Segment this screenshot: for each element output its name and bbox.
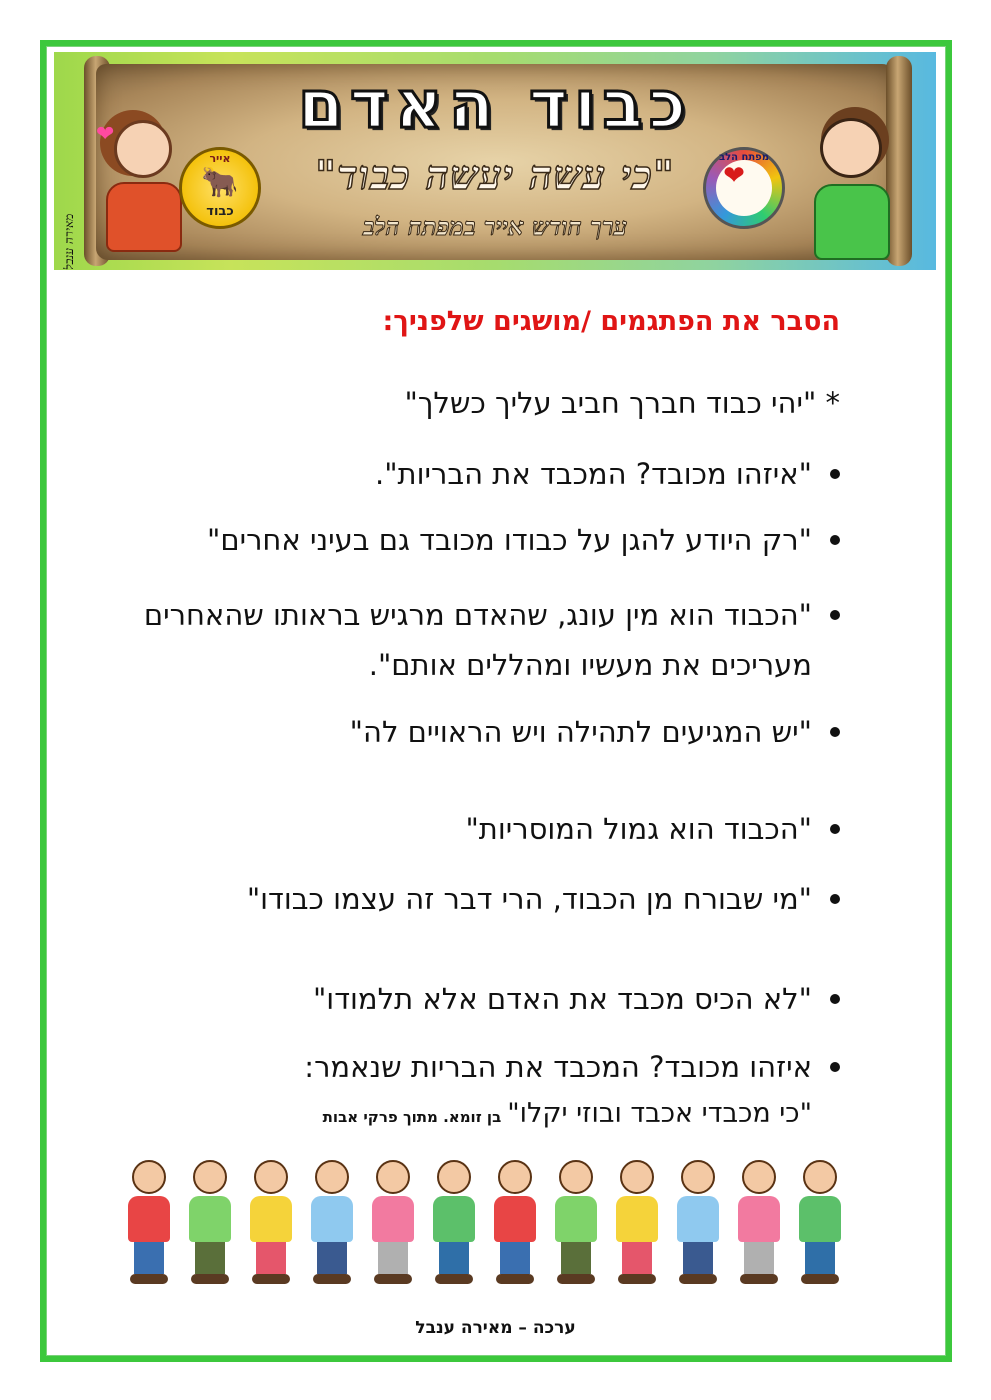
child-figure (547, 1160, 603, 1290)
child-figure (303, 1160, 359, 1290)
list-item (120, 974, 840, 1024)
list-item-text: "הכבוד הוא מין עונג, שהאדם מרגיש בראותו שהאחרים מעריכים את מעשיו ומהללים אותם". (143, 598, 812, 682)
child-figure (608, 1160, 664, 1290)
bullet-icon (830, 535, 840, 545)
child-figure (181, 1160, 237, 1290)
boy-illustration (794, 108, 894, 268)
list-item (120, 449, 840, 499)
banner-caption: ערך חודש אייר במפתח הלב (362, 212, 628, 241)
heart-key-icon: ❤ (723, 161, 745, 191)
child-figure (242, 1160, 298, 1290)
list-item-text: "איזהו מכובד? המכבד את הבריות". (375, 457, 812, 491)
bullet-icon (830, 824, 840, 834)
list-item-text: איזהו מכובד? המכבד את הבריות שנאמר: (304, 1050, 812, 1084)
footer-credit: ערכה – מאירה ענבל (415, 1318, 576, 1338)
list-item-text: "יש המגיעים לתהילה ויש הראויים לה" (349, 715, 812, 749)
artist-signature: מאירה ענבל (62, 213, 76, 270)
bullet-icon (830, 469, 840, 479)
badge-right-label: מפתח הלב (718, 152, 769, 163)
child-figure (120, 1160, 176, 1290)
intro-quote: * "יהי כבוד חברך חביב עליך כשלך" (404, 386, 840, 420)
bullet-icon (830, 1062, 840, 1072)
bullet-icon (830, 994, 840, 1004)
list-item-text: "רק היודע להגן על כבודו מכובד גם בעיני אחרים" (207, 523, 812, 557)
list-item (120, 515, 840, 565)
list-item-quote-line (120, 1092, 812, 1139)
quote-source: בן זומא. מתוך פרקי אבות (322, 1108, 502, 1126)
bullet-icon (830, 894, 840, 904)
list-item (120, 707, 840, 757)
list-item (120, 874, 840, 924)
child-figure (364, 1160, 420, 1290)
list-item (120, 1042, 840, 1139)
bullet-icon (830, 727, 840, 737)
list-item (120, 590, 840, 690)
child-figure (730, 1160, 786, 1290)
list-item-text: "מי שבורח מן הכבוד, הרי דבר זה עצמו כבודו" (246, 882, 812, 916)
header-banner (54, 52, 936, 270)
list-item (120, 804, 840, 854)
child-figure (791, 1160, 847, 1290)
list-item-text: "לא הכיס מכבד את האדם אלא תלמודו" (312, 982, 812, 1016)
heart-key-badge (703, 147, 785, 229)
banner-subtitle: "כי עשה יעשה כבוד" (315, 152, 675, 199)
girl-illustration: ❤ (96, 102, 186, 262)
child-figure (669, 1160, 725, 1290)
worksheet-heading: הסבר את הפתגמים /מושגים שלפניך: (382, 306, 840, 337)
child-figure (425, 1160, 481, 1290)
badge-value-label: כבוד (206, 204, 234, 219)
list-item-quote: "כי מכבדי אכבד ובוזי יקלו" (507, 1098, 812, 1129)
list-item-text: "הכבוד הוא גמול המוסריות" (465, 812, 812, 846)
bullet-icon (830, 610, 840, 620)
ox-icon: 🐂 (201, 165, 239, 200)
children-holding-hands-illustration (120, 1160, 860, 1290)
badge-month-label: אייר (209, 152, 231, 165)
banner-title: כבוד האדם (297, 66, 693, 143)
child-figure (486, 1160, 542, 1290)
